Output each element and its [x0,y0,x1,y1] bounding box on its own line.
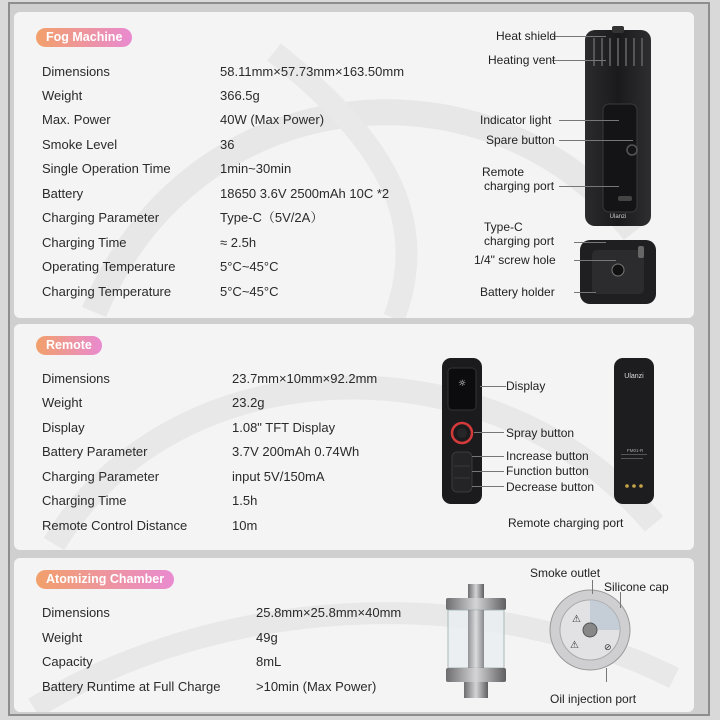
spec-label: Single Operation Time [42,161,171,176]
callout-line [559,186,619,187]
callout-smoke-outlet: Smoke outlet [530,566,601,580]
spec-label: Display [42,420,85,435]
remote-model-label: FM01-R [627,448,644,453]
spec-value: 5°C~45°C [220,284,279,299]
spec-label: Weight [42,395,83,410]
callout-battery-holder: Battery holder [480,285,555,299]
spec-value: 3.7V 200mAh 0.74Wh [232,444,360,459]
callout-line [559,140,633,141]
callout-oil-injection-port: Oil injection port [550,692,637,706]
spec-label: Battery Parameter [42,444,148,459]
remote-back-illustration [612,356,656,506]
spec-value: 366.5g [220,88,260,103]
spec-label: Smoke Level [42,137,118,152]
callout-line [552,60,606,61]
callout-line [472,486,504,487]
spec-label: Capacity [42,654,93,669]
remote-panel [14,324,694,550]
spec-value: 58.11mm×57.73mm×163.50mm [220,64,405,79]
spec-value: input 5V/150mA [232,469,325,484]
spec-label: Operating Temperature [42,259,176,274]
spec-value: 25.8mm×25.8mm×40mm [256,605,402,620]
spec-label: Dimensions [42,371,110,386]
spec-value: 18650 3.6V 2500mAh 10C *2 [220,186,390,201]
callout-remote-charging-port: Remote charging port [508,516,624,530]
spec-label: Dimensions [42,64,110,79]
fog-machine-panel [14,12,694,318]
atomizing-chamber-panel [14,558,694,712]
callout-display: Display [506,379,546,393]
callout-heating-vent: Heating vent [488,53,556,67]
callout-line [606,668,607,682]
callout-line [474,432,504,433]
fog-machine-illustration [580,26,660,306]
remote-brand-logo: Ulanzi [624,373,644,380]
spec-label: Battery [42,186,84,201]
callout-line [552,36,606,37]
callout-line [559,120,619,121]
callout-screw-hole: 1/4" screw hole [474,253,556,267]
spec-value: 1min~30min [220,161,292,176]
callout-line [472,456,504,457]
spec-label: Weight [42,88,83,103]
spec-value: 40W (Max Power) [220,112,325,127]
spec-value: 1.5h [232,493,258,508]
brand-logo: Ulanzi [609,214,627,220]
spec-value: 49g [256,630,278,645]
spec-value: 1.08" TFT Display [232,420,336,435]
callout-line [574,242,606,243]
spec-value: 8mL [256,654,282,669]
fog-machine-badge: Fog Machine [36,28,132,47]
spec-label: Battery Runtime at Full Charge [42,679,221,694]
spec-label: Weight [42,630,83,645]
callout-silicone-cap: Silicone cap [604,580,669,594]
spec-value: 23.2g [232,395,265,410]
callout-line [574,260,616,261]
callout-charging-port: charging port [484,179,555,193]
spec-value: Type-C（5V/2A） [220,210,324,225]
atomizer-illustration [438,584,514,702]
callout-increase-button: Increase button [506,449,589,463]
callout-remote: Remote [482,165,525,179]
spec-value: 23.7mm×10mm×92.2mm [232,371,378,386]
spec-value: ≈ 2.5h [220,235,257,250]
spec-label: Dimensions [42,605,110,620]
spec-label: Max. Power [42,112,111,127]
spec-value: 5°C~45°C [220,259,279,274]
remote-front-illustration [440,356,484,506]
callout-decrease-button: Decrease button [506,480,595,494]
callout-spray-button: Spray button [506,426,575,440]
svg-text:⊘: ⊘ [604,643,612,653]
callout-line [592,580,593,594]
callout-spare-button: Spare button [486,133,555,147]
callout-heat-shield: Heat shield [496,29,557,43]
callout-indicator-light: Indicator light [480,113,552,127]
spec-value: 36 [220,137,235,152]
spec-label: Charging Time [42,493,127,508]
callout-line [480,386,506,387]
callout-function-button: Function button [506,464,589,478]
spec-label: Charging Parameter [42,210,160,225]
svg-text:☼: ☼ [457,379,467,389]
spec-label: Remote Control Distance [42,518,188,533]
remote-badge: Remote [36,336,102,355]
callout-line [472,471,504,472]
svg-text:⚠: ⚠ [570,640,579,651]
callout-line [620,592,621,608]
svg-text:⚠: ⚠ [572,614,581,625]
atomizing-chamber-badge: Atomizing Chamber [36,570,174,589]
spec-label: Charging Parameter [42,469,160,484]
callout-typec-charging-port: charging port [484,234,555,248]
callout-line [574,292,596,293]
spec-label: Charging Temperature [42,284,172,299]
spec-value: >10min (Max Power) [256,679,377,694]
spec-label: Charging Time [42,235,127,250]
callout-type-c: Type-C [484,220,523,234]
spec-value: 10m [232,518,258,533]
